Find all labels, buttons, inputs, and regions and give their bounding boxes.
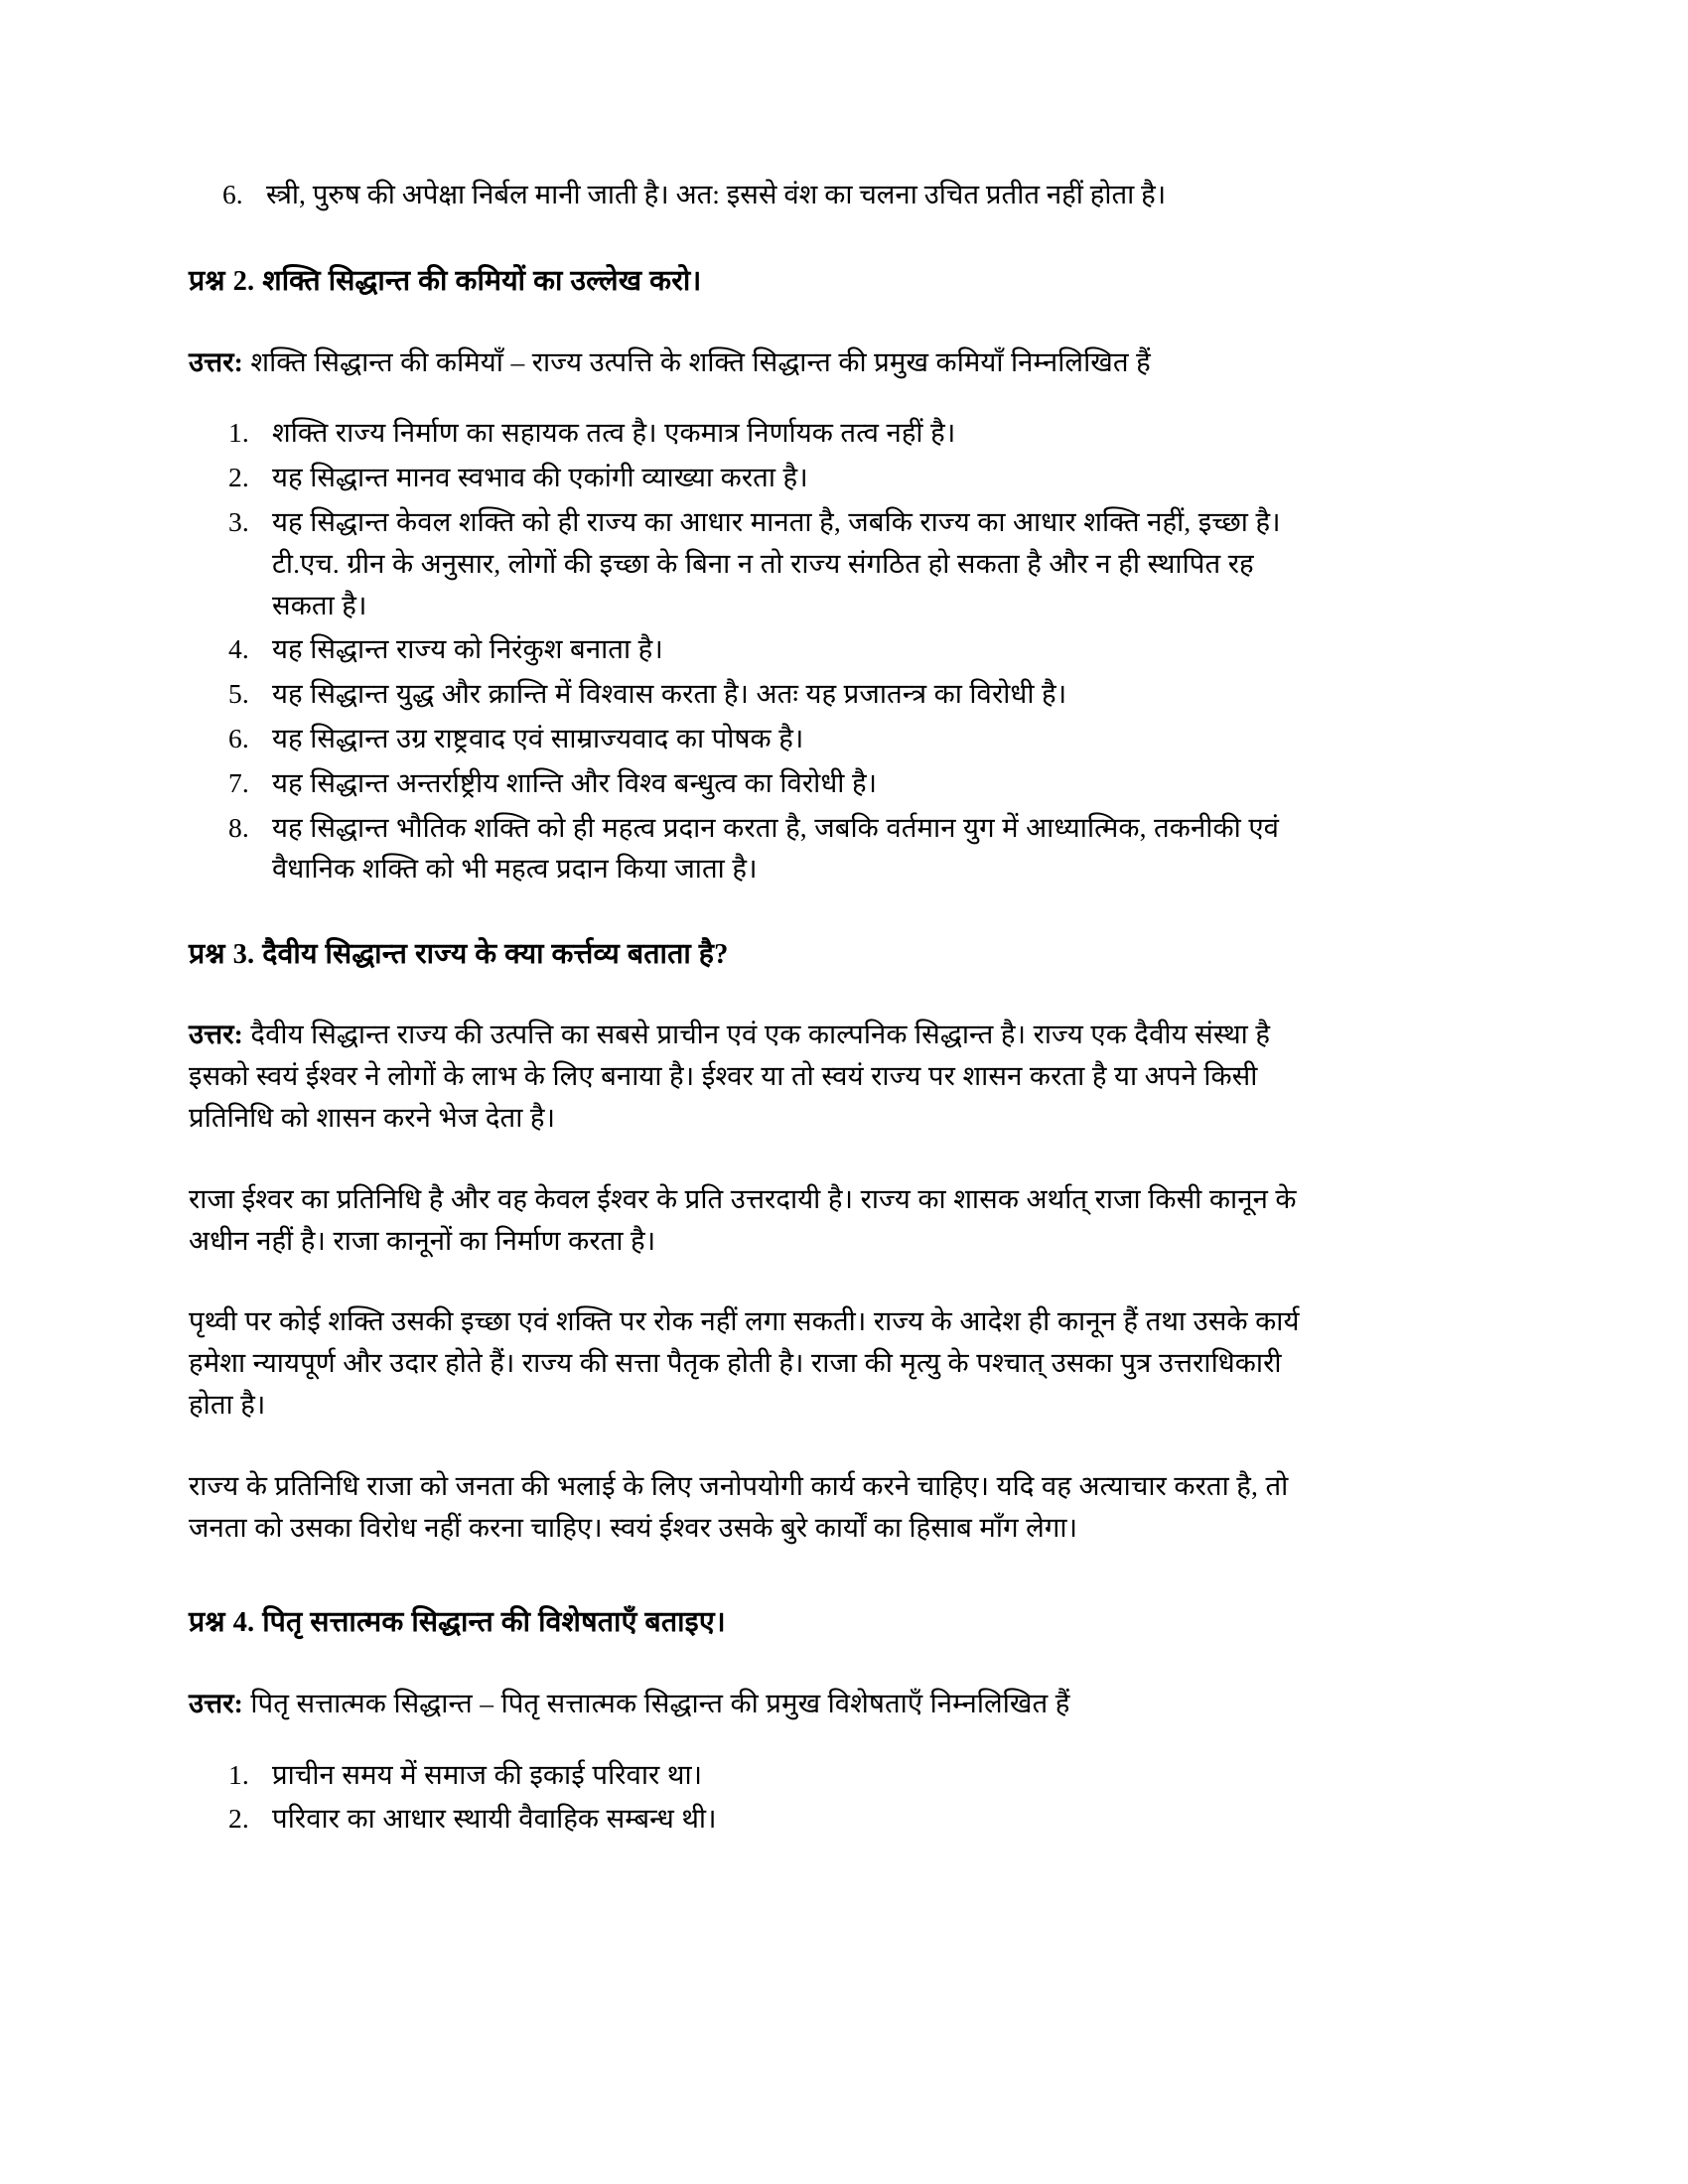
list-marker: 2.: [228, 1803, 249, 1835]
list-marker: 8.: [228, 811, 249, 843]
list-item-text: यह सिद्धान्त उग्र राष्ट्रवाद एवं साम्राज्यवाद का पोषक है।: [272, 722, 804, 753]
list-marker: 1.: [228, 1758, 249, 1790]
list-item-text: यह सिद्धान्त भौतिक शक्ति को ही महत्व प्रदान करता है, जबकि वर्तमान युग में आध्यात्मिक, तकनीकी एवं वैधानिक शक्ति को भी महत्व प्रदान किया जाता है।: [272, 811, 1280, 885]
list-marker: 2.: [228, 462, 249, 493]
table-row: [189, 628, 1301, 670]
answer-list-4: [189, 1754, 1301, 1841]
document-body: [189, 174, 1301, 1840]
list-marker: 5.: [228, 678, 249, 710]
table-row: [189, 501, 1301, 625]
list-item-text: यह सिद्धान्त केवल शक्ति को ही राज्य का आधार मानता है, जबकि राज्य का आधार शक्ति नहीं, इच्छा है। टी.एच. ग्रीन के अनुसार, लोगों की इच्छा के बिना न तो राज्य संगठित हो सकता है और न ही स्थापित रह सकता है।: [272, 505, 1281, 620]
answer-intro-text: दैवीय सिद्धान्त राज्य की उत्पत्ति का सबसे प्राचीन एवं एक काल्पनिक सिद्धान्त है। राज्य एक दैवीय संस्था है इसको स्वयं ईश्वर ने लोगों के लाभ के लिए बनाया है। ईश्वर या तो स्वयं राज्य पर शासन करता है या अपने किसी प्रतिनिधि को शासन करने भेज देता है।: [189, 1019, 1271, 1134]
answer-list-2: [189, 412, 1301, 889]
answer-paragraph: पृथ्वी पर कोई शक्ति उसकी इच्छा एवं शक्ति पर रोक नहीं लगा सकती। राज्य के आदेश ही कानून हैं तथा उसके कार्य हमेशा न्यायपूर्ण और उदार होते हैं। राज्य की सत्ता पैतृक होती है। राजा की मृत्यु के पश्चात् उसका पुत्र उत्तराधिकारी होता है।: [189, 1305, 1300, 1421]
list-item-text: स्त्री, पुरुष की अपेक्षा निर्बल मानी जाती है। अत: इससे वंश का चलना उचित प्रतीत नहीं होता है।: [266, 179, 1167, 209]
list-item-text: शक्ति राज्य निर्माण का सहायक तत्व है। एकमात्र निर्णायक तत्व नहीं है।: [272, 417, 956, 449]
list-marker: 6.: [222, 179, 243, 209]
list-item-text: यह सिद्धान्त मानव स्वभाव की एकांगी व्याख्या करता है।: [272, 462, 808, 493]
question-heading-2: प्रश्न 2. शक्ति सिद्धान्त की कमियों का उल्लेख करो।: [189, 266, 702, 298]
list-item: [189, 174, 1301, 214]
answer-label: उत्तर:: [189, 1019, 243, 1050]
list-marker: 3.: [228, 505, 249, 537]
answer-intro-text: शक्ति सिद्धान्त की कमियाँ – राज्य उत्पत्ति के शक्ति सिद्धान्त की प्रमुख कमियाँ निम्नलिखित हैं: [242, 345, 1151, 377]
answer-label: उत्तर:: [189, 1687, 243, 1718]
list-item-text: यह सिद्धान्त अन्तर्राष्ट्रीय शान्ति और विश्व बन्धुत्व का विरोधी है।: [272, 766, 878, 798]
table-row: [189, 807, 1301, 890]
list-marker: 4.: [228, 633, 249, 665]
answer-intro-2: [189, 341, 1301, 383]
answer-intro-3: [189, 1014, 1301, 1138]
list-item-text: यह सिद्धान्त युद्ध और क्रान्ति में विश्वास करता है। अतः यह प्रजातन्त्र का विरोधी है।: [272, 678, 1067, 710]
list-marker: 7.: [228, 766, 249, 798]
table-row: [189, 457, 1301, 498]
table-row: [189, 412, 1301, 454]
table-row: [189, 1798, 1301, 1840]
carried-over-list: [189, 174, 1301, 214]
table-row: [189, 762, 1301, 804]
answer-intro-4: [189, 1683, 1301, 1724]
table-row: [189, 718, 1301, 759]
answer-intro-text: पितृ सत्तात्मक सिद्धान्त – पितृ सत्तात्मक सिद्धान्त की प्रमुख विशेषताएँ निम्नलिखित हैं: [242, 1687, 1070, 1718]
answer-paragraph: राजा ईश्वर का प्रतिनिधि है और वह केवल ईश्वर के प्रति उत्तरदायी है। राज्य का शासक अर्थात् राजा किसी कानून के अधीन नहीं है। राजा कानूनों का निर्माण करता है।: [189, 1182, 1297, 1256]
answer-label: उत्तर:: [189, 345, 243, 377]
list-item-text: परिवार का आधार स्थायी वैवाहिक सम्बन्ध थी।: [272, 1803, 717, 1835]
table-row: [189, 673, 1301, 715]
list-item-text: यह सिद्धान्त राज्य को निरंकुश बनाता है।: [272, 633, 663, 665]
question-heading-4: प्रश्न 4. पितृ सत्तात्मक सिद्धान्त की विशेषताएँ बताइए।: [189, 1607, 726, 1639]
list-item-text: प्राचीन समय में समाज की इकाई परिवार था।: [272, 1758, 703, 1790]
table-row: [189, 1754, 1301, 1796]
answer-paragraph: राज्य के प्रतिनिधि राजा को जनता की भलाई के लिए जनोपयोगी कार्य करने चाहिए। यदि वह अत्याचार करता है, तो जनता को उसका विरोध नहीं करना चाहिए। स्वयं ईश्वर उसके बुरे कार्यों का हिसाब माँग लेगा।: [189, 1469, 1289, 1543]
list-marker: 6.: [228, 722, 249, 753]
list-marker: 1.: [228, 417, 249, 449]
question-heading-3: प्रश्न 3. दैवीय सिद्धान्त राज्य के क्या कर्त्तव्य बताता है?: [189, 939, 729, 971]
